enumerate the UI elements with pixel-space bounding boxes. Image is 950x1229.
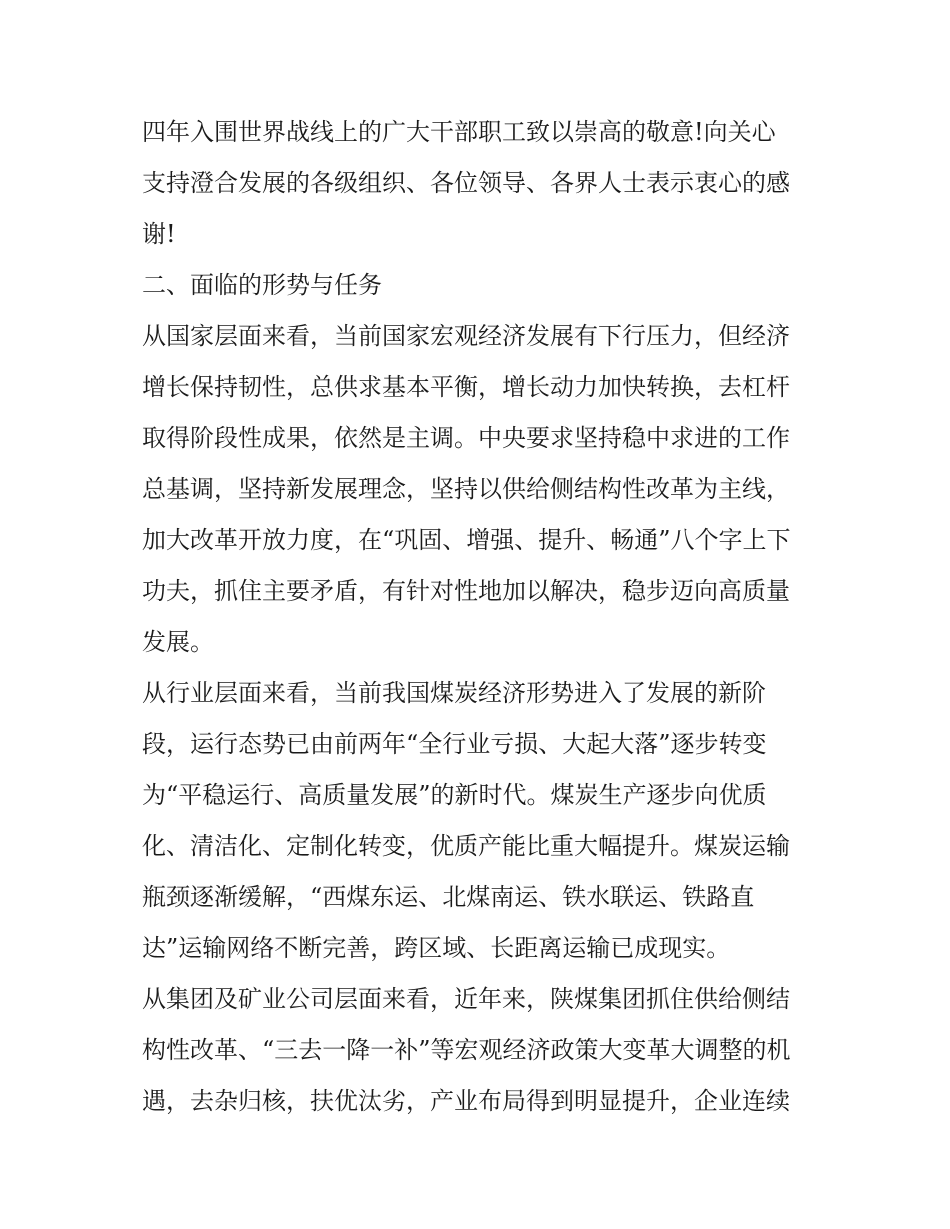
- text-line: 达”运输网络不断完善，跨区域、长距离运输已成现实。: [142, 934, 731, 962]
- text-line: 支持澄合发展的各级组织、各位领导、各界人士表示衷心的感: [142, 169, 790, 197]
- document-body: [142, 107, 814, 1127]
- text-line: 遇，去杂归核，扶优汰劣，产业布局得到明显提升，企业连续: [142, 1087, 790, 1115]
- text-line: 四年入围世界战线上的广大干部职工致以崇高的敬意!向关心: [142, 118, 776, 146]
- text-line: 增长保持韧性，总供求基本平衡，增长动力加快转换，去杠杆: [142, 373, 790, 401]
- text-line: 瓶颈逐渐缓解，“西煤东运、北煤南运、铁水联运、铁路直: [142, 883, 755, 911]
- text-line: 发展。: [142, 628, 214, 656]
- section-heading: 二、面临的形势与任务: [142, 271, 382, 299]
- text-line: 从国家层面来看，当前国家宏观经济发展有下行压力，但经济: [142, 322, 790, 350]
- text-line: 从集团及矿业公司层面来看，近年来，陕煤集团抓住供给侧结: [142, 985, 790, 1013]
- text-line: 功夫，抓住主要矛盾，有针对性地加以解决，稳步迈向高质量: [142, 577, 790, 605]
- text-line: 为“平稳运行、高质量发展”的新时代。煤炭生产逐步向优质: [142, 781, 767, 809]
- text-line: 取得阶段性成果，依然是主调。中央要求坚持稳中求进的工作: [142, 424, 790, 452]
- text-line: 加大改革开放力度，在“巩固、增强、提升、畅通”八个字上下: [142, 526, 791, 554]
- text-line: 化、清洁化、定制化转变，优质产能比重大幅提升。煤炭运输: [142, 832, 790, 860]
- text-line: 谢!: [142, 220, 176, 248]
- text-line: 段，运行态势已由前两年“全行业亏损、大起大落”逐步转变: [142, 730, 767, 758]
- text-line: 构性改革、“三去一降一补”等宏观经济政策大变革大调整的机: [142, 1036, 791, 1064]
- text-line: 总基调，坚持新发展理念，坚持以供给侧结构性改革为主线，: [142, 475, 790, 503]
- text-line: 从行业层面来看，当前我国煤炭经济形势进入了发展的新阶: [142, 679, 766, 707]
